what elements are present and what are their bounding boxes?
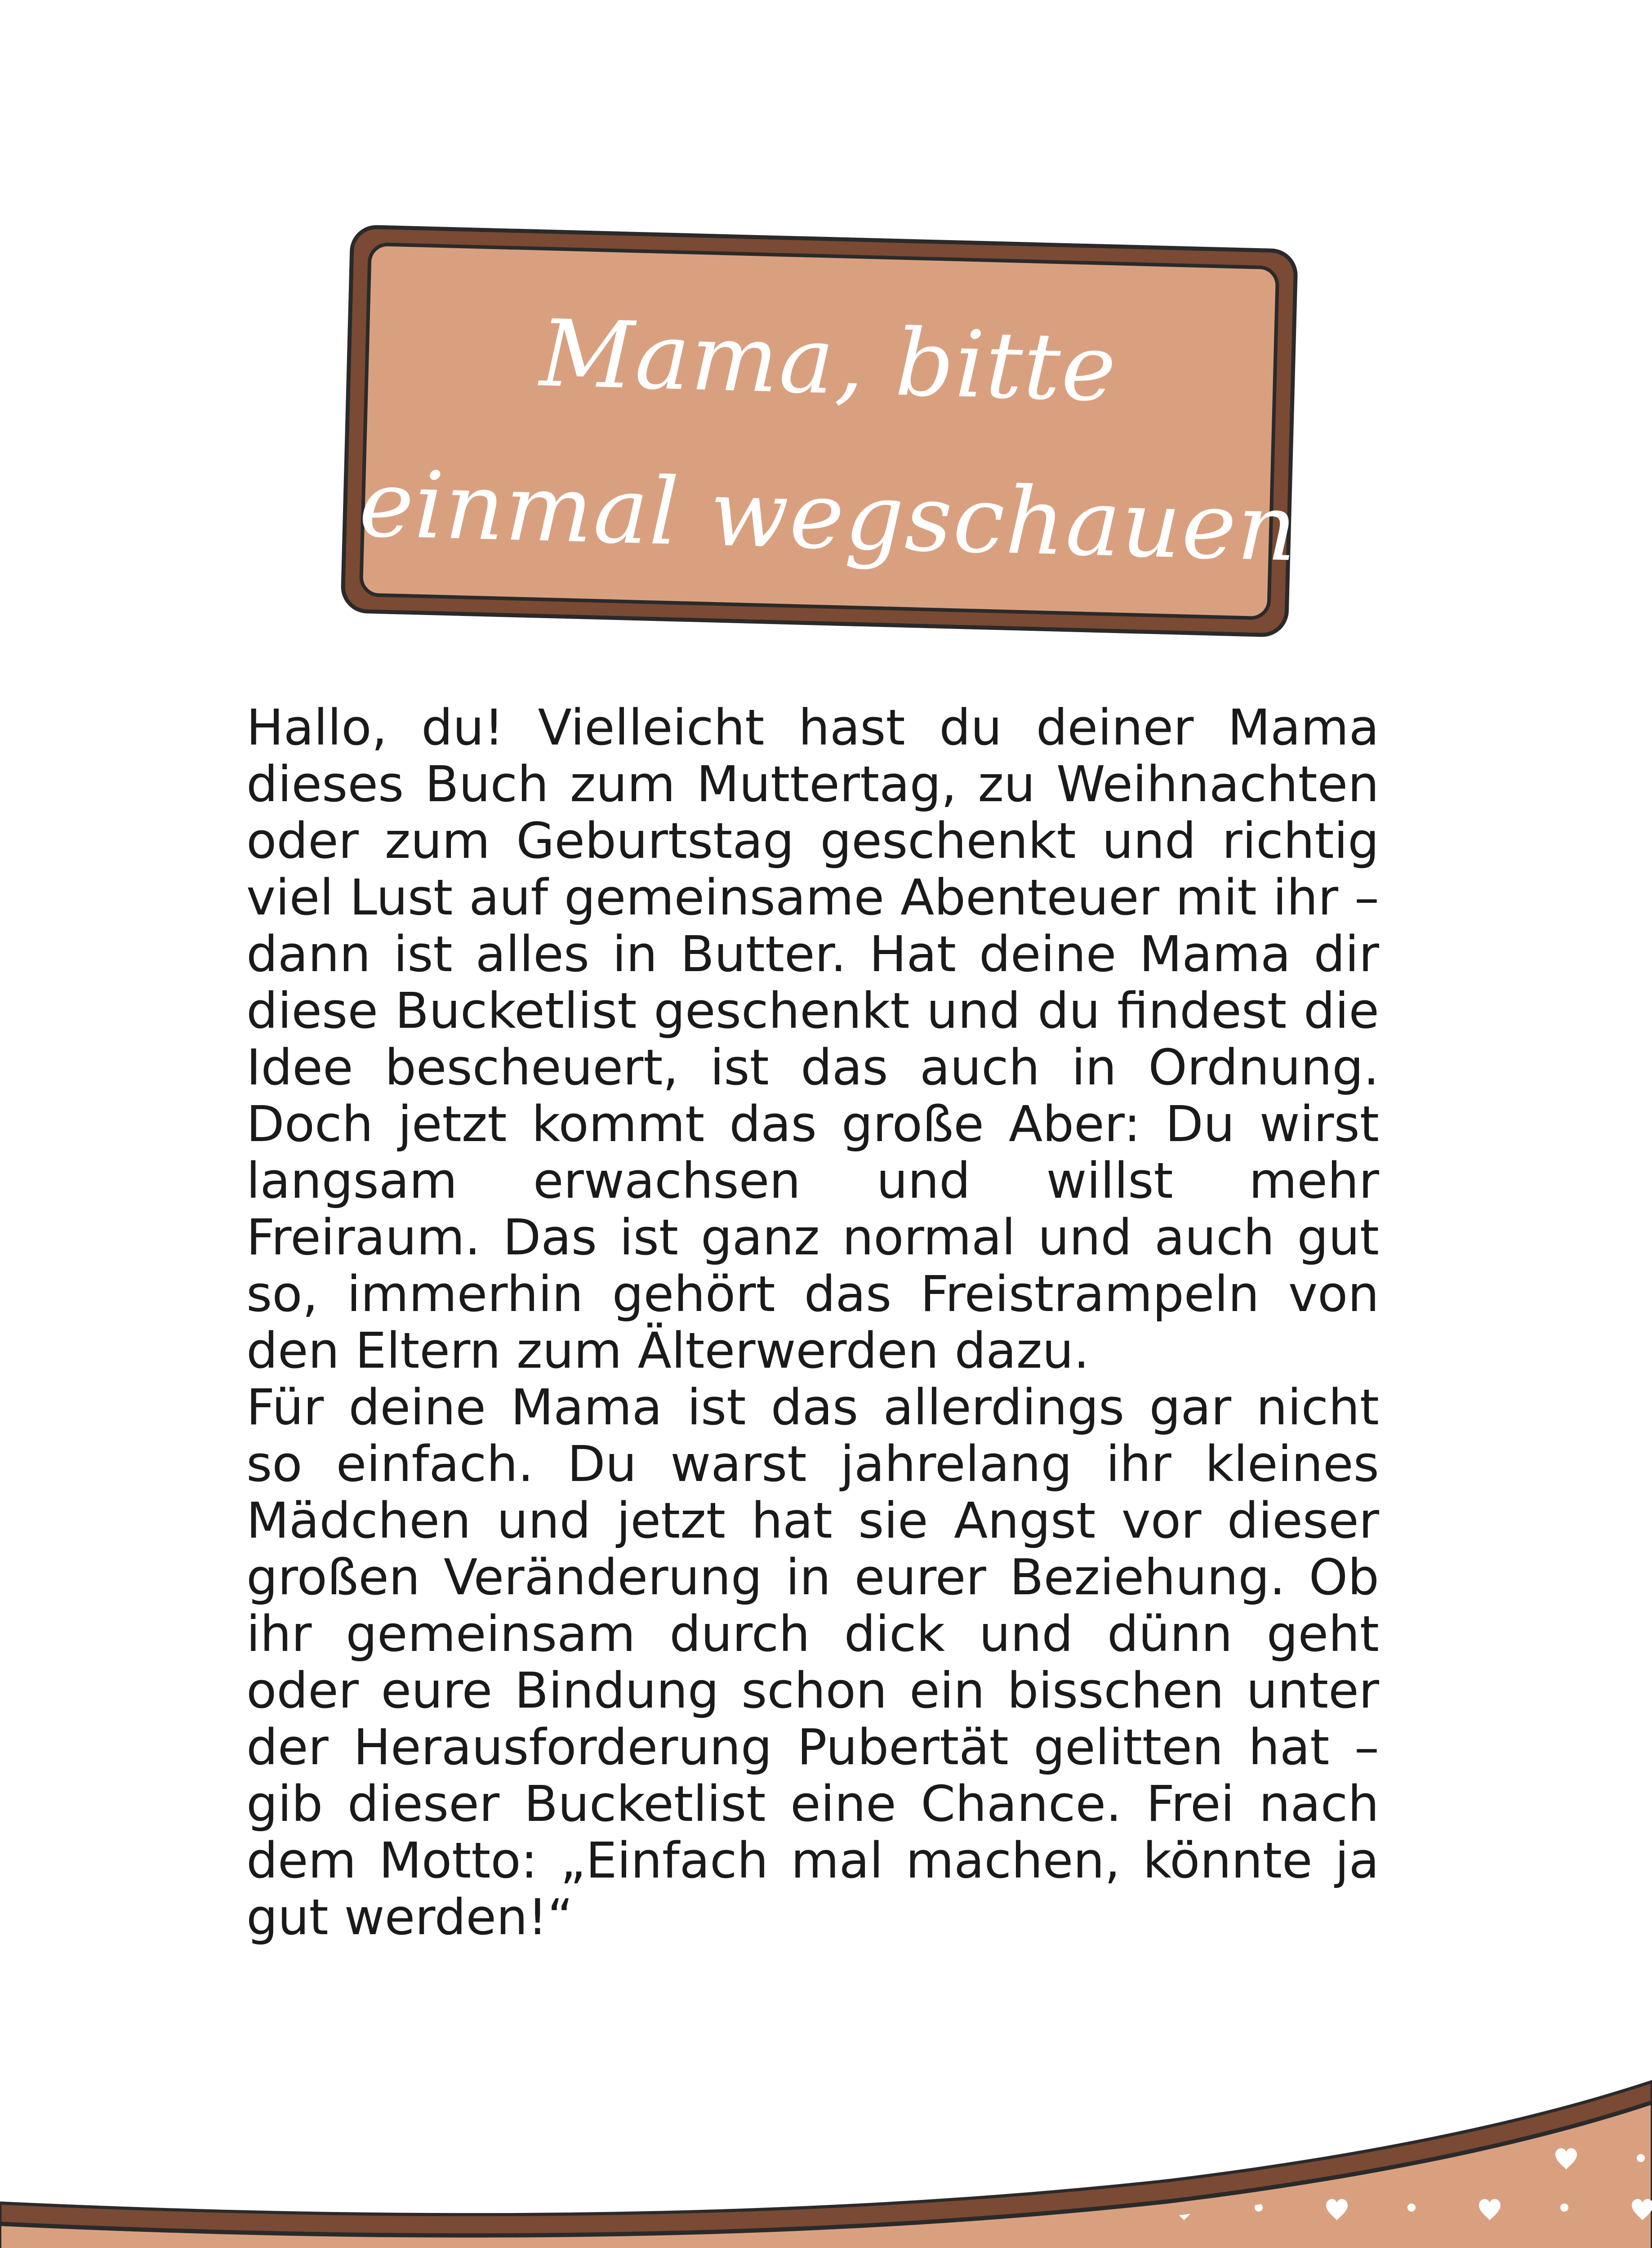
title-line-2: einmal wegschauen <box>357 450 1299 582</box>
body-text <box>246 699 1379 1945</box>
bottom-wave-band <box>0 2023 1652 2248</box>
body-paragraph-1: Hallo, du! Vielleicht hast du deiner Mama dieses Buch zum Muttertag, zu Weihnachten oder zum Geburtstag geschenkt und richtig viel Lust auf gemeinsame Abenteuer mit ihr – dann ist alles in Butter. Hat deine Mama dir diese Bucketlist geschenkt und du findest die Idee bescheuert, ist das auch in Ordnung. Doch jetzt kommt das große Aber: Du wirst langsam erwachsen und willst mehr Freiraum. Das ist ganz normal und auch gut so, immerhin gehört das Freistrampeln von den Eltern zum Älterwerden dazu. <box>246 699 1379 1379</box>
body-paragraph-2: Für deine Mama ist das allerdings gar nicht so einfach. Du warst jahrelang ihr kleines Mädchen und jetzt hat sie Angst vor dieser großen Veränderung in eurer Beziehung. Ob ihr gemeinsam durch dick und dünn geht oder eure Bindung schon ein bisschen unter der Herausforderung Pubertät gelitten hat – gib dieser Bucketlist eine Chance. Frei nach dem Motto: „Einfach mal machen, könnte ja gut werden!“ <box>246 1378 1379 1946</box>
title-line-1: Mama, bitte <box>538 300 1118 423</box>
